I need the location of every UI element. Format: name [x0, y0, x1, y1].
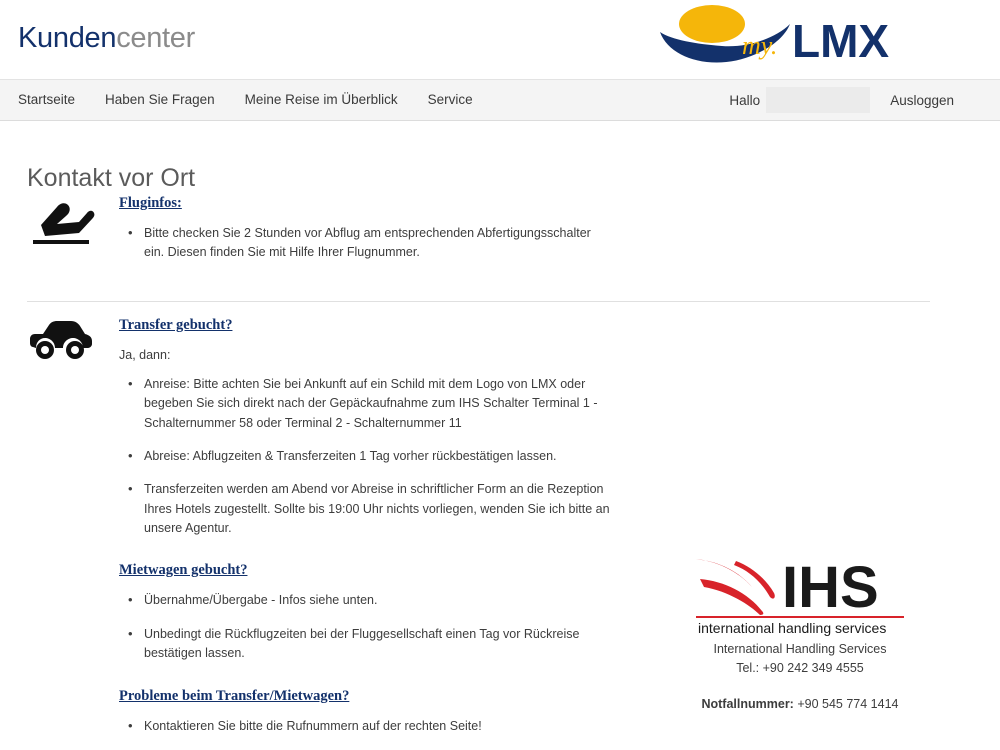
list-item: • Bitte checken Sie 2 Stunden vor Abflug am entsprechenden Abfertigungsschalter ein. Diesen finden Sie mit Hilfe Ihrer Flugnummer. — [134, 224, 614, 263]
transfer-heading: Transfer gebucht? — [119, 317, 233, 333]
section-fluginfos — [27, 195, 932, 277]
username-field[interactable] — [766, 87, 870, 113]
nav-user-area — [729, 80, 990, 120]
car-icon — [27, 317, 113, 363]
fluginfos-bullets — [119, 224, 932, 263]
svg-text:LMX: LMX — [792, 15, 890, 67]
section-divider — [27, 301, 930, 302]
fluginfos-body — [119, 195, 932, 263]
mietwagen-heading: Mietwagen gebucht? — [119, 562, 248, 579]
nav-service[interactable]: Service — [427, 92, 473, 107]
ihs-emergency-label: Notfallnummer: — [701, 696, 794, 711]
ihs-emergency-number: +90 545 774 1414 — [797, 696, 899, 711]
list-item: • Abreise: Abflugzeiten & Transferzeiten 1 Tag vorher rückbestätigen lassen. — [134, 447, 614, 466]
list-item: • Kontaktieren Sie bitte die Rufnummern auf der rechten Seite! — [134, 717, 614, 736]
nav-meine-reise-im-ueberblick[interactable]: Meine Reise im Überblick — [244, 92, 398, 107]
fluginfos-heading: Fluginfos: — [119, 195, 182, 211]
probleme-heading: Probleme beim Transfer/Mietwagen? — [119, 687, 350, 704]
brand-part-center: center — [116, 22, 195, 54]
brand-logo — [18, 22, 195, 55]
svg-text:IHS: IHS — [782, 555, 879, 620]
nav-item-list — [18, 80, 503, 120]
list-item: • Übernahme/Übergabe - Infos siehe unten. — [134, 591, 614, 610]
mylmx-logo — [656, 2, 956, 76]
ihs-contact-panel — [650, 545, 950, 711]
transfer-bullets — [119, 375, 932, 539]
page-header — [0, 0, 1000, 80]
transfer-intro: Ja, dann: — [119, 348, 171, 362]
ihs-phone: Tel.: +90 242 349 4555 — [736, 661, 864, 676]
list-item: • Anreise: Bitte achten Sie bei Ankunft auf ein Schild mit dem Logo von LMX oder begeben Sie sich direkt nach der Gepäckaufnahme zum IHS Schalter Terminal 1 - Schalternummer 58 oder Terminal 2 - Schalternummer 11 — [134, 375, 614, 433]
brand-part-kunden: Kunden — [18, 22, 117, 54]
greeting-label: Hallo — [729, 92, 761, 108]
list-item: • Transferzeiten werden am Abend vor Abreise in schriftlicher Form an die Rezeption Ihres Hotels zugestellt. Sollte bis 19:00 Uhr nichts vorliegen, wenden Sie ich bitte an unsere Agentur. — [134, 480, 614, 538]
nav-haben-sie-fragen[interactable]: Haben Sie Fragen — [105, 92, 215, 107]
page-title: Kontakt vor Ort — [27, 163, 196, 192]
svg-text:international handling service: international handling services — [698, 620, 887, 636]
list-item: • Unbedingt die Rückflugzeiten bei der Fluggesellschaft einen Tag vor Rückreise bestätigen lassen. — [134, 625, 614, 664]
ihs-emergency — [650, 697, 950, 711]
nav-startseite[interactable]: Startseite — [18, 92, 76, 107]
plane-icon — [27, 195, 113, 251]
ihs-company-name: International Handling Services — [713, 642, 887, 656]
probleme-bullets — [119, 717, 932, 736]
main-navigation — [0, 80, 1000, 121]
svg-text:my.: my. — [742, 31, 778, 60]
logout-link[interactable]: Ausloggen — [890, 92, 954, 108]
